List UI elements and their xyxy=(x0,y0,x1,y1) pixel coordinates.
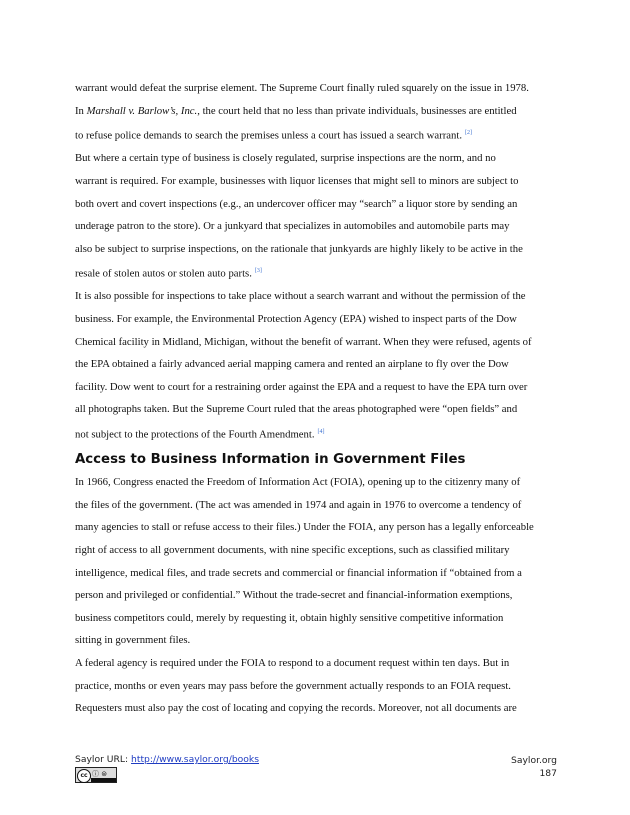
paragraph xyxy=(75,652,559,720)
text-line: sitting in government files. xyxy=(75,634,191,647)
paragraph xyxy=(75,285,559,446)
footnote-ref[interactable]: [2] xyxy=(465,130,472,137)
text-line: the files of the government. (The act was amended in 1974 and again in 1976 to overcome a tendency of xyxy=(75,498,522,511)
text-line: right of access to all government documents, with nine specific exceptions, such as classified military xyxy=(75,543,510,556)
case-name: Marshall v. Barlow’s, Inc. xyxy=(86,104,198,117)
text-line: also be subject to surprise inspections, on the rationale that junkyards are highly likely to be active in the xyxy=(75,242,523,255)
footer-site: Saylor.org xyxy=(511,755,557,766)
text-line: underage patron to the store). Or a junkyard that specializes in automobiles and automobile parts may xyxy=(75,220,510,233)
paragraph xyxy=(75,77,559,147)
text-line: Chemical facility in Midland, Michigan, without the benefit of warrant. When they were refused, agents of xyxy=(75,335,532,348)
text-line: business competitors could, merely by requesting it, obtain highly sensitive competitive information xyxy=(75,611,504,624)
footer-url-link[interactable]: http://www.saylor.org/books xyxy=(131,754,260,765)
text-line: practice, months or even years may pass before the government actually responds to an FOIA request. xyxy=(75,679,511,692)
text-line: many agencies to stall or refuse access to their files.) Under the FOIA, any person has a legally enforceable xyxy=(75,521,534,534)
text-line: resale of stolen autos or stolen auto parts. [3] xyxy=(75,267,262,280)
text-line: facility. Dow went to court for a restraining order against the EPA and a request to have the EPA turn over xyxy=(75,380,528,393)
paragraph xyxy=(75,147,559,285)
cc-license-badge[interactable] xyxy=(75,767,117,783)
cc-badge-band xyxy=(91,778,116,782)
text-line: all photographs taken. But the Supreme Court ruled that the areas photographed were “open fields” and xyxy=(75,403,518,416)
text-line: person and privileged or confidential.” Without the trade-secret and financial-information exemptions, xyxy=(75,589,513,602)
text-line: to refuse police demands to search the premises unless a court has issued a search warrant. [2] xyxy=(75,129,472,142)
text-line: warrant would defeat the surprise element. The Supreme Court finally ruled squarely on the issue in 1978. xyxy=(75,82,529,94)
cc-attribution-icons: ⓘ ⊜ xyxy=(92,770,108,778)
text-line: business. For example, the Environmental Protection Agency (EPA) wished to inspect parts of the Dow xyxy=(75,313,517,326)
page-number: 187 xyxy=(539,768,557,779)
paragraph xyxy=(75,471,559,652)
footer-right xyxy=(511,754,557,780)
text-line: Requesters must also pay the cost of locating and copying the records. Moreover, not all documents are xyxy=(75,702,517,715)
text-line: the EPA obtained a fairly advanced aerial mapping camera and rented an airplane to fly over the Dow xyxy=(75,358,509,371)
text-line: A federal agency is required under the FOIA to respond to a document request within ten days. But in xyxy=(75,656,510,669)
footnote-ref[interactable]: [3] xyxy=(254,268,262,275)
text-line: In 1966, Congress enacted the Freedom of Information Act (FOIA), opening up to the citizenry many of xyxy=(75,476,521,489)
footnote-ref[interactable]: [4] xyxy=(317,429,325,436)
footer-source xyxy=(75,754,259,765)
text-line: But where a certain type of business is closely regulated, surprise inspections are the norm, and no xyxy=(75,152,496,165)
text-line: not subject to the protections of the Fourth Amendment. [4] xyxy=(75,428,325,441)
text-line: warrant is required. For example, businesses with liquor licenses that might sell to minors are subject to xyxy=(75,174,519,187)
section-heading: Access to Business Information in Government Files xyxy=(75,452,466,468)
cc-logo-icon: cc xyxy=(77,769,91,783)
text-line: In Marshall v. Barlow’s, Inc., the court held that no less than private individuals, businesses are entitled xyxy=(75,104,517,117)
paragraph-group-1 xyxy=(75,77,559,446)
document-body xyxy=(75,77,559,720)
text-line: both overt and covert inspections (e.g., an undercover officer may “search” a liquor store by sending an xyxy=(75,197,518,210)
paragraph-group-2 xyxy=(75,471,559,720)
text-line: It is also possible for inspections to take place without a search warrant and without the permission of the xyxy=(75,290,526,303)
footer-url-label: Saylor URL: xyxy=(75,754,132,765)
text-line: intelligence, medical files, and trade secrets and commercial or financial information if “obtained from a xyxy=(75,566,522,579)
